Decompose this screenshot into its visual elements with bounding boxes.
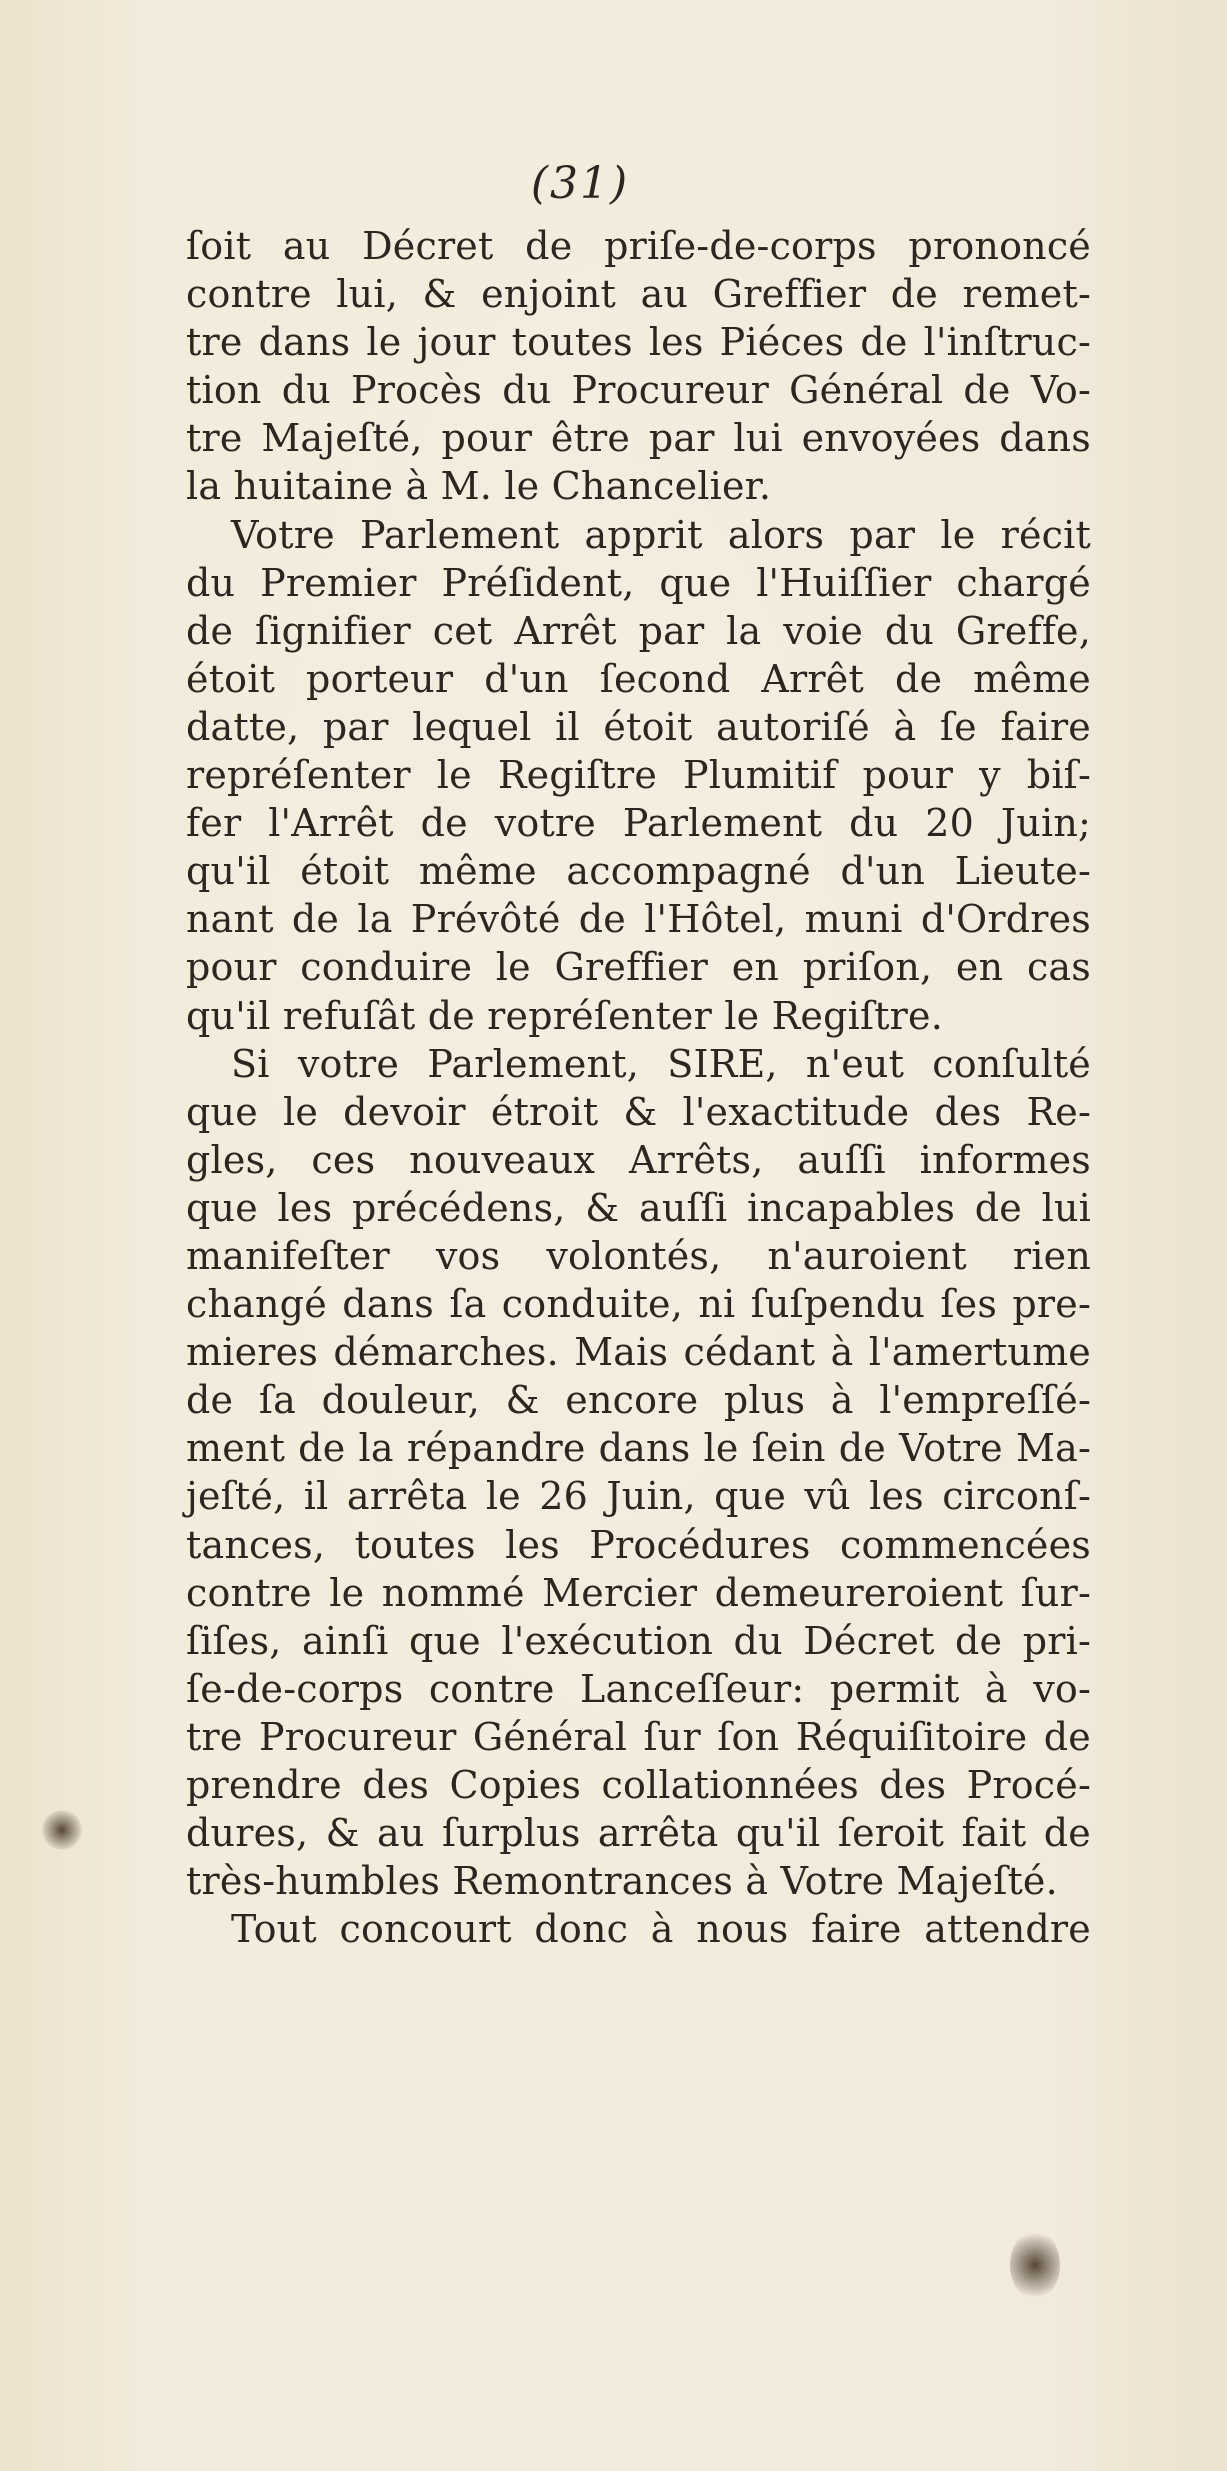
- text-line: mieres démarches. Mais cédant à l'amertume: [186, 1330, 1091, 1375]
- page-number: (31): [530, 158, 630, 209]
- text-line: Votre Parlement apprit alors par le récit: [231, 512, 1091, 557]
- text-line: nant de la Prévôté de l'Hôtel, muni d'Ordres: [186, 897, 1091, 942]
- text-line: de ſignifier cet Arrêt par la voie du Greffe,: [186, 608, 1091, 653]
- text-line: que le devoir étroit & l'exactitude des Re-: [186, 1089, 1091, 1134]
- text-line: ſoit au Décret de priſe-de-corps prononcé: [186, 224, 1091, 268]
- text-line: la huitaine à M. le Chancelier.: [186, 464, 772, 509]
- text-line: Si votre Parlement, SIRE, n'eut conſulté: [231, 1041, 1091, 1086]
- text-line: prendre des Copies collationnées des Procé-: [186, 1763, 1091, 1807]
- text-line: du Premier Préſident, que l'Huiſſier chargé: [186, 560, 1091, 605]
- ink-stain: [1010, 2230, 1060, 2300]
- text-line: de ſa douleur, & encore plus à l'empreſſé-: [186, 1378, 1091, 1423]
- text-line: datte, par lequel il étoit autoriſé à ſe faire: [186, 704, 1091, 749]
- text-line: fer l'Arrêt de votre Parlement du 20 Juin;: [186, 801, 1091, 846]
- text-line: manifeſter vos volontés, n'auroient rien: [186, 1233, 1091, 1278]
- body-text: [186, 222, 1091, 1953]
- text-line: tre dans le jour toutes les Piéces de l'inſtruc-: [186, 320, 1091, 365]
- text-line: tre Majeſté, pour être par lui envoyées dans: [186, 416, 1091, 461]
- text-line: tances, toutes les Procédures commencées: [186, 1522, 1091, 1567]
- ink-stain: [42, 1810, 82, 1850]
- text-line: qu'il étoit même accompagné d'un Lieute-: [186, 849, 1091, 894]
- text-line: jeſté, il arrêta le 26 Juin, que vû les circonſ-: [186, 1474, 1091, 1519]
- text-line: Tout concourt donc à nous faire attendre: [231, 1907, 1091, 1952]
- text-line: tion du Procès du Procureur Général de Vo-: [186, 368, 1091, 413]
- text-line: que les précédens, & auſſi incapables de lui: [186, 1185, 1091, 1230]
- text-line: dures, & au ſurplus arrêta qu'il ſeroit fait de: [186, 1811, 1091, 1856]
- text-line: changé dans ſa conduite, ni ſuſpendu ſes pre-: [186, 1282, 1091, 1327]
- text-line: qu'il refuſât de repréſenter le Regiſtre.: [186, 993, 944, 1038]
- text-line: ment de la répandre dans le ſein de Votre Ma-: [186, 1426, 1091, 1471]
- text-line: étoit porteur d'un ſecond Arrêt de même: [186, 656, 1091, 701]
- text-line: très-humbles Remontrances à Votre Majeſté.: [186, 1859, 1058, 1904]
- text-line: contre lui, & enjoint au Greffier de remet-: [186, 272, 1091, 317]
- text-line: gles, ces nouveaux Arrêts, auſſi informes: [186, 1137, 1091, 1182]
- text-line: pour conduire le Greffier en priſon, en cas: [186, 945, 1091, 990]
- text-line: repréſenter le Regiſtre Plumitif pour y biſ-: [186, 753, 1091, 798]
- text-line: ſiſes, ainſi que l'exécution du Décret de pri-: [186, 1618, 1091, 1663]
- text-line: ſe-de-corps contre Lanceſſeur: permit à vo-: [186, 1666, 1091, 1711]
- text-line: tre Procureur Général ſur ſon Réquiſitoire de: [186, 1714, 1091, 1759]
- text-line: contre le nommé Mercier demeureroient ſur-: [186, 1570, 1091, 1615]
